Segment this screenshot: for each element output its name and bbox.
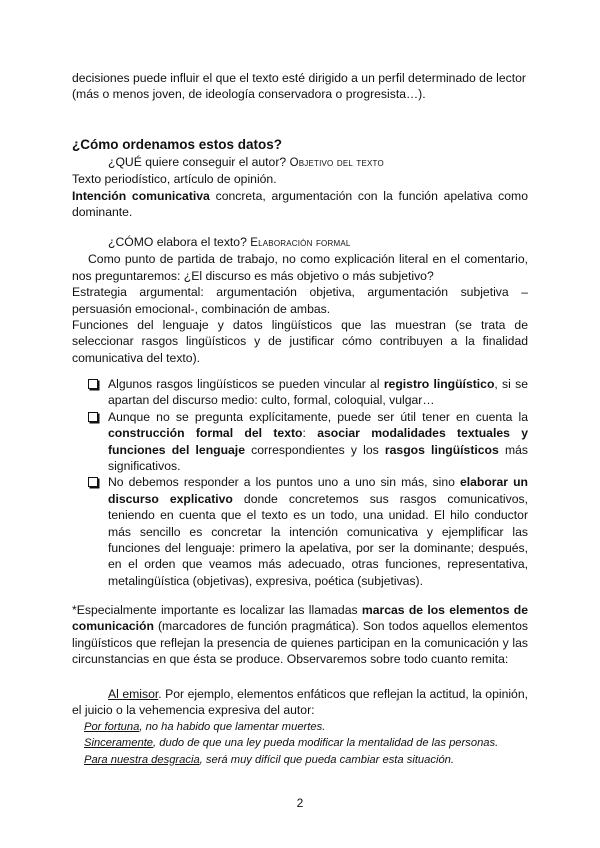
list-item: Aunque no se pregunta explícitamente, puede ser útil tener en cuenta la construcción formal del texto: asociar modalidades textuales y funciones del lenguaje correspondientes y los rasgos lingüísticos más significativos. xyxy=(88,409,528,475)
question-how-text: ¿CÓMO elabora el texto? xyxy=(108,235,247,249)
page-number: 2 xyxy=(296,796,304,810)
question-how-tag: Elaboración formal xyxy=(250,237,351,249)
note-paragraph: *Especialmente importante es localizar las llamadas marcas de los elementos de comunicación (marcadores de función pragmática). Son todos aquellos elementos lingüísticos que reflejan la presencia de quienes participan en la comunicación y las circunstancias en que ésta se produce. Observaremos sobre todo cuanto remita: xyxy=(72,603,528,667)
checkbox-bullet-icon xyxy=(88,477,98,487)
intro-line-2: (más o menos joven, de ideología conservadora o progresista…). xyxy=(72,87,426,102)
intent-rest: concreta, argumentación con la función apelativa como dominante. xyxy=(72,188,528,220)
emisor-paragraph: Al emisor. Por ejemplo, elementos enfáticos que reflejan la actitud, la opinión, el juicio o la vehemencia expresiva del autor: xyxy=(72,687,528,718)
bullet-list-block xyxy=(72,376,528,589)
intent-paragraph xyxy=(72,188,528,221)
emisor-label: Al emisor xyxy=(108,687,159,701)
bullet-list xyxy=(72,376,528,589)
note-bold: marcas de los elementos de comunicación xyxy=(72,603,528,634)
text-type: Texto periodístico, artículo de opinión. xyxy=(72,172,277,187)
elaboration-block xyxy=(72,234,528,366)
example-1: Por fortuna, no ha habido que lamentar muertes. xyxy=(84,720,326,733)
list-item: Algunos rasgos lingüísticos se pueden vincular al registro lingüístico, si se apartan del discurso medio: culto, formal, coloquial, vulgar… xyxy=(88,376,528,409)
intro-line-1: decisiones puede influir el que el texto esté dirigido a un perfil determinado de lector xyxy=(72,71,526,85)
intent-bold: Intención comunicativa xyxy=(72,188,210,203)
intro-paragraph xyxy=(72,70,528,103)
section-heading: ¿Cómo ordenamos estos datos? xyxy=(72,137,283,152)
example-3: Para nuestra desgracia, será muy difícil que pueda cambiar esta situación. xyxy=(84,753,455,766)
question-what-text: ¿QUÉ quiere conseguir el autor? xyxy=(108,155,287,169)
strategy-paragraph: Estrategia argumental: argumentación objetiva, argumentación subjetiva –persuasión emocional-, combinación de ambas. xyxy=(72,285,528,316)
example-2: Sinceramente, dudo de que una ley pueda modificar la mentalidad de las personas. xyxy=(84,737,499,750)
question-what xyxy=(72,154,528,171)
section-block xyxy=(72,136,528,221)
emisor-block xyxy=(72,686,528,768)
checkbox-bullet-icon xyxy=(88,379,98,389)
checkbox-bullet-icon xyxy=(88,412,98,422)
functions-paragraph: Funciones del lenguaje y datos lingüísticos que las muestran (se trata de seleccionar rasgos lingüísticos y de justificar cómo contribuyen a la finalidad comunicativa del texto). xyxy=(72,318,528,365)
method-paragraph: Como punto de partida de trabajo, no como explicación literal en el comentario, nos preguntaremos: ¿El discurso es más objetivo o más subjetivo? xyxy=(72,252,528,283)
list-item: No debemos responder a los puntos uno a uno sin más, sino elaborar un discurso explicativo donde concretemos sus rasgos comunicativos, teniendo en cuenta que el texto es un todo, una unidad. El hilo conductor más sencillo es concretar la intención comunicativa y ejemplificar las funciones del lenguaje: primero la apelativa, por ser la dominante; después, en el orden que veamos más adecuado, otras funciones, representativa, metalingüística (objetivas), expresiva, poética (subjetivas). xyxy=(88,474,528,589)
question-how xyxy=(72,234,528,251)
question-what-tag: Objetivo del texto xyxy=(289,157,384,169)
